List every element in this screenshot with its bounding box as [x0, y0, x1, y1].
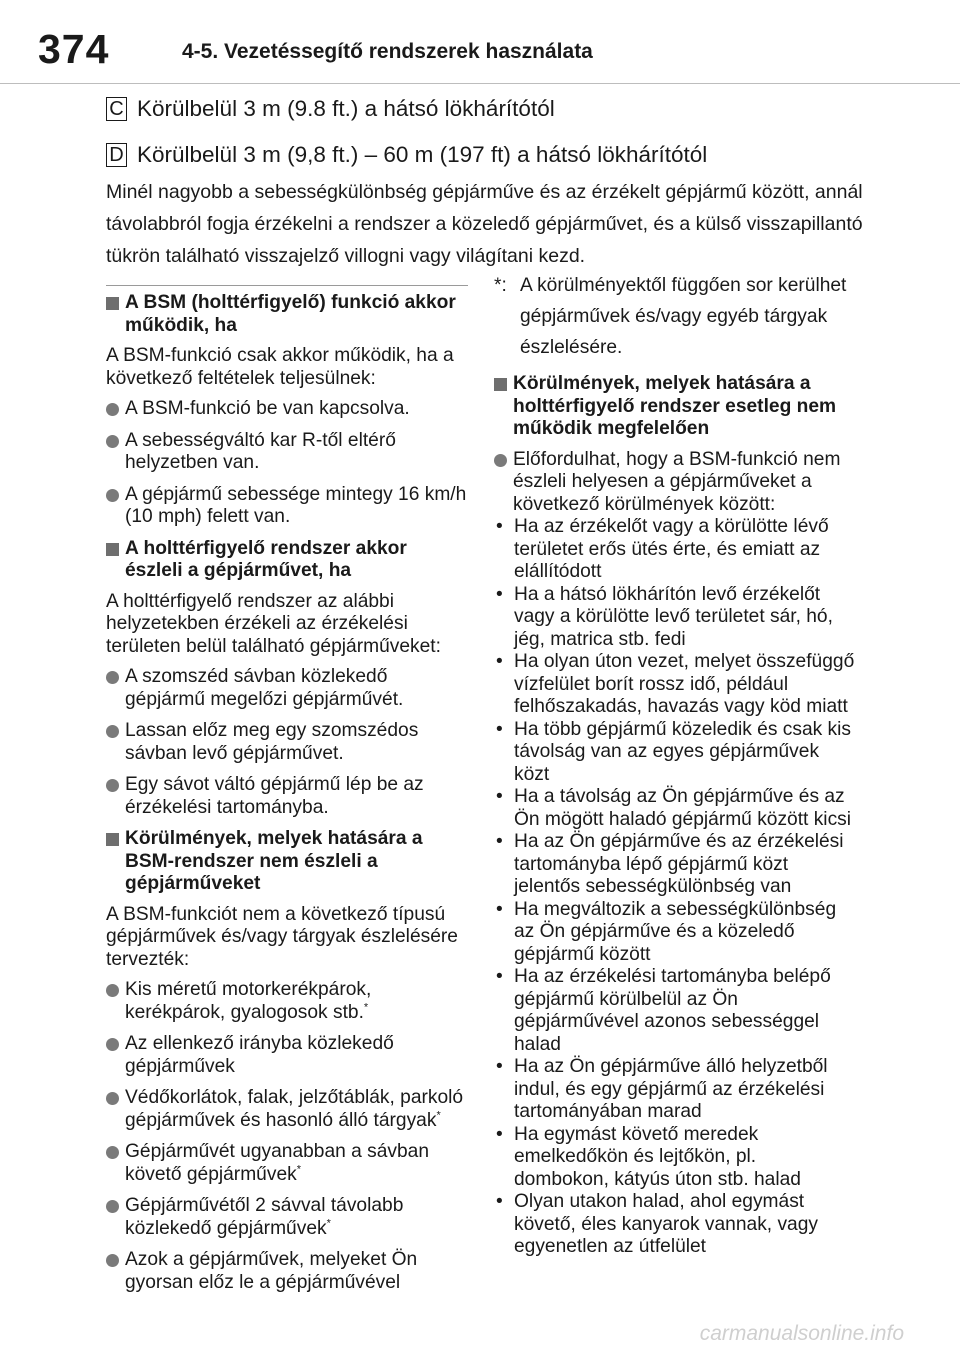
- sub-list-item: [494, 719, 856, 787]
- dot-bullet-icon: •: [496, 651, 503, 672]
- range-d: [106, 142, 707, 168]
- bullet-icon: [494, 454, 507, 467]
- dot-bullet-icon: •: [496, 1056, 503, 1077]
- list-item-text: Kis méretű motorkerékpárok, kerékpárok, gyalogosok stb.: [125, 979, 372, 1023]
- intro-paragraph: Minél nagyobb a sebességkülönbség gépjárműve és az érzékelt gépjármű között, annál távolabbról fogja érzékelni a rendszer a közeledő gépjárművet, és a külső visszapillantó tükrön található visszajelző villogni vagy világítani kezd.: [106, 181, 863, 267]
- range-c-text: Körülbelül 3 m (9.8 ft.) a hátsó lökhárítótól: [137, 96, 555, 121]
- section-title: 4-5. Vezetéssegítő rendszerek használata: [182, 40, 593, 63]
- bullet-icon: [106, 779, 119, 792]
- list-item: [106, 1249, 468, 1294]
- list-item: [106, 1087, 468, 1132]
- list-item-text: A BSM-funkció be van kapcsolva.: [125, 398, 410, 419]
- bullet-icon: [106, 671, 119, 684]
- list-item: [106, 666, 468, 711]
- square-marker-icon: [494, 378, 507, 391]
- list-item: [106, 1195, 468, 1240]
- section-heading: [494, 373, 856, 441]
- list-item: [106, 1033, 468, 1078]
- paragraph: A holttérfigyelő rendszer az alábbi helyzetekben érzékeli az érzékelési területen belül található gépjárműveket:: [106, 590, 441, 657]
- list-item-text: Lassan előz meg egy szomszédos sávban levő gépjárművet.: [125, 720, 419, 764]
- sub-list-item: [494, 899, 856, 967]
- list-item-text: Gépjárművétől 2 sávval távolabb közlekedő gépjárművek: [125, 1195, 404, 1239]
- paragraph: A BSM-funkció csak akkor működik, ha a következő feltételek teljesülnek:: [106, 345, 454, 389]
- list-item-text: A sebességváltó kar R-től eltérő helyzetben van.: [125, 429, 396, 473]
- bullet-icon: [106, 1092, 119, 1105]
- heading-text: A holttérfigyelő rendszer akkor észleli a gépjárművet, ha: [125, 537, 407, 581]
- footnote-text: A körülményektől függően sor kerülhet gépjárművek és/vagy egyéb tárgyak észlelésére.: [520, 275, 847, 358]
- list-item: [106, 774, 468, 819]
- heading-text: A BSM (holttérfigyelő) funkció akkor működik, ha: [125, 292, 456, 336]
- bullet-icon: [106, 1146, 119, 1159]
- bullet-icon: [106, 1038, 119, 1051]
- list-item-text: A gépjármű sebessége mintegy 16 km/h (10 mph) felett van.: [125, 483, 467, 527]
- sub-list-item: [494, 516, 856, 584]
- list-item: [106, 398, 468, 421]
- list-item: [106, 979, 468, 1024]
- footnote-marker: *: [296, 1163, 301, 1176]
- footnote-mark: *:: [494, 275, 507, 296]
- letter-c-label: C: [106, 97, 127, 121]
- header-divider: [0, 83, 960, 84]
- letter-d-label: D: [106, 143, 127, 167]
- square-marker-icon: [106, 833, 119, 846]
- range-d-text: Körülbelül 3 m (9,8 ft.) – 60 m (197 ft) a hátsó lökhárítótól: [137, 142, 708, 167]
- bullet-icon: [106, 403, 119, 416]
- dot-bullet-icon: •: [496, 516, 503, 537]
- sub-list-item-text: Ha egymást követő meredek emelkedőkön és lejtőkön, pl. dombokon, kátyús úton stb. halad: [514, 1123, 801, 1190]
- footnote-marker: *: [363, 1001, 369, 1014]
- sub-list-item-text: Ha az érzékelőt vagy a körülötte lévő területet erős ütés érte, és emiatt az elállítódott: [514, 516, 829, 582]
- list-item: [106, 484, 468, 529]
- dot-bullet-icon: •: [496, 718, 503, 740]
- sub-list-item-text: Ha olyan úton vezet, melyet összefüggő vízfelület borít rossz idő, például felhőszakadás, havazás vagy köd miatt: [514, 651, 855, 717]
- list-item-text: A szomszéd sávban közlekedő gépjármű megelőzi gépjárművét.: [125, 666, 404, 710]
- dot-bullet-icon: •: [496, 1191, 503, 1212]
- page-number: 374: [38, 26, 110, 72]
- list-item: [106, 720, 468, 765]
- bullet-icon: [106, 984, 119, 997]
- list-item-text: Azok a gépjárművek, melyeket Ön gyorsan előz le a gépjárművével: [125, 1249, 418, 1293]
- footnote-marker: *: [326, 1217, 331, 1230]
- sub-list-item-text: Ha a hátsó lökhárítón levő érzékelőt vagy a körülötte levő területet sár, hó, jég, matrica stb. fedi: [514, 583, 833, 650]
- dot-bullet-icon: •: [496, 966, 503, 987]
- sub-list-item: [494, 831, 856, 899]
- paragraph: A BSM-funkciót nem a következő típusú gépjárművek és/vagy tárgyak észlelésére tervezték:: [106, 903, 458, 970]
- list-item-text: Gépjárművét ugyanabban a sávban követő gépjárművek: [125, 1141, 430, 1185]
- bullet-icon: [106, 1254, 119, 1267]
- bullet-icon: [106, 725, 119, 738]
- left-column-rule: [106, 285, 468, 286]
- sub-list-item-text: Ha megváltozik a sebességkülönbség az Ön gépjárműve és a közeledő gépjármű között: [514, 898, 837, 965]
- footnote: [494, 270, 856, 363]
- watermark: carmanualsonline.info: [699, 1322, 904, 1345]
- dot-bullet-icon: •: [496, 786, 503, 807]
- sub-list-item-text: Ha az Ön gépjárműve és az érzékelési tartományba lépő gépjármű közt jelentős sebességkülönbség van: [514, 831, 844, 897]
- right-column: [494, 270, 856, 1259]
- sub-list-item: [494, 651, 856, 719]
- left-column: [106, 285, 468, 1303]
- sub-list-item: [494, 1056, 856, 1124]
- page-header: [0, 0, 960, 84]
- dot-bullet-icon: •: [496, 898, 503, 920]
- range-c: [106, 96, 555, 122]
- sub-list-item-text: Ha az Ön gépjárműve álló helyzetből indul, és egy gépjármű az érzékelési tartományában marad: [514, 1056, 828, 1122]
- heading-text: Körülmények, melyek hatására a BSM-rendszer nem észleli a gépjárműveket: [125, 828, 423, 894]
- section-heading: [106, 292, 468, 337]
- square-marker-icon: [106, 543, 119, 556]
- dot-bullet-icon: •: [496, 1123, 503, 1145]
- dot-bullet-icon: •: [496, 831, 503, 852]
- list-item-text: Egy sávot váltó gépjármű lép be az érzékelési tartományba.: [125, 774, 424, 818]
- section-heading: [106, 538, 468, 583]
- sub-list-item-text: Ha a távolság az Ön gépjárműve és az Ön mögött haladó gépjármű között kicsi: [514, 786, 852, 830]
- sub-list-item: [494, 1124, 856, 1192]
- heading-text: Körülmények, melyek hatására a holttérfigyelő rendszer esetleg nem működik megfelelően: [513, 373, 837, 439]
- sub-list-item-text: Ha több gépjármű közeledik és csak kis távolság van az egyes gépjárművek közt: [514, 718, 852, 785]
- bullet-icon: [106, 489, 119, 502]
- square-marker-icon: [106, 297, 119, 310]
- sub-list-item-text: Olyan utakon halad, ahol egymást követő, éles kanyarok vannak, vagy egyenetlen az útfelület: [514, 1191, 818, 1257]
- sub-list-item: [494, 786, 856, 831]
- condition-list: [494, 516, 856, 1259]
- sub-list-item: [494, 584, 856, 652]
- sub-list-item: [494, 966, 856, 1056]
- list-item: [494, 449, 856, 517]
- list-item: [106, 1141, 468, 1186]
- footnote-marker: *: [436, 1109, 441, 1122]
- dot-bullet-icon: •: [496, 583, 503, 605]
- section-heading: [106, 828, 468, 896]
- bullet-icon: [106, 435, 119, 448]
- sub-list-item-text: Ha az érzékelési tartományba belépő gépjármű körülbelül az Ön gépjárművével azonos sebességgel halad: [514, 966, 831, 1055]
- list-item-text: Előfordulhat, hogy a BSM-funkció nem észleli helyesen a gépjárműveket a következő körülmények között:: [513, 448, 841, 515]
- bullet-icon: [106, 1200, 119, 1213]
- list-item: [106, 430, 468, 475]
- list-item-text: Védőkorlátok, falak, jelzőtáblák, parkoló gépjárművek és hasonló álló tárgyak: [125, 1087, 464, 1131]
- sub-list-item: [494, 1191, 856, 1259]
- list-item-text: Az ellenkező irányba közlekedő gépjárművek: [125, 1033, 394, 1077]
